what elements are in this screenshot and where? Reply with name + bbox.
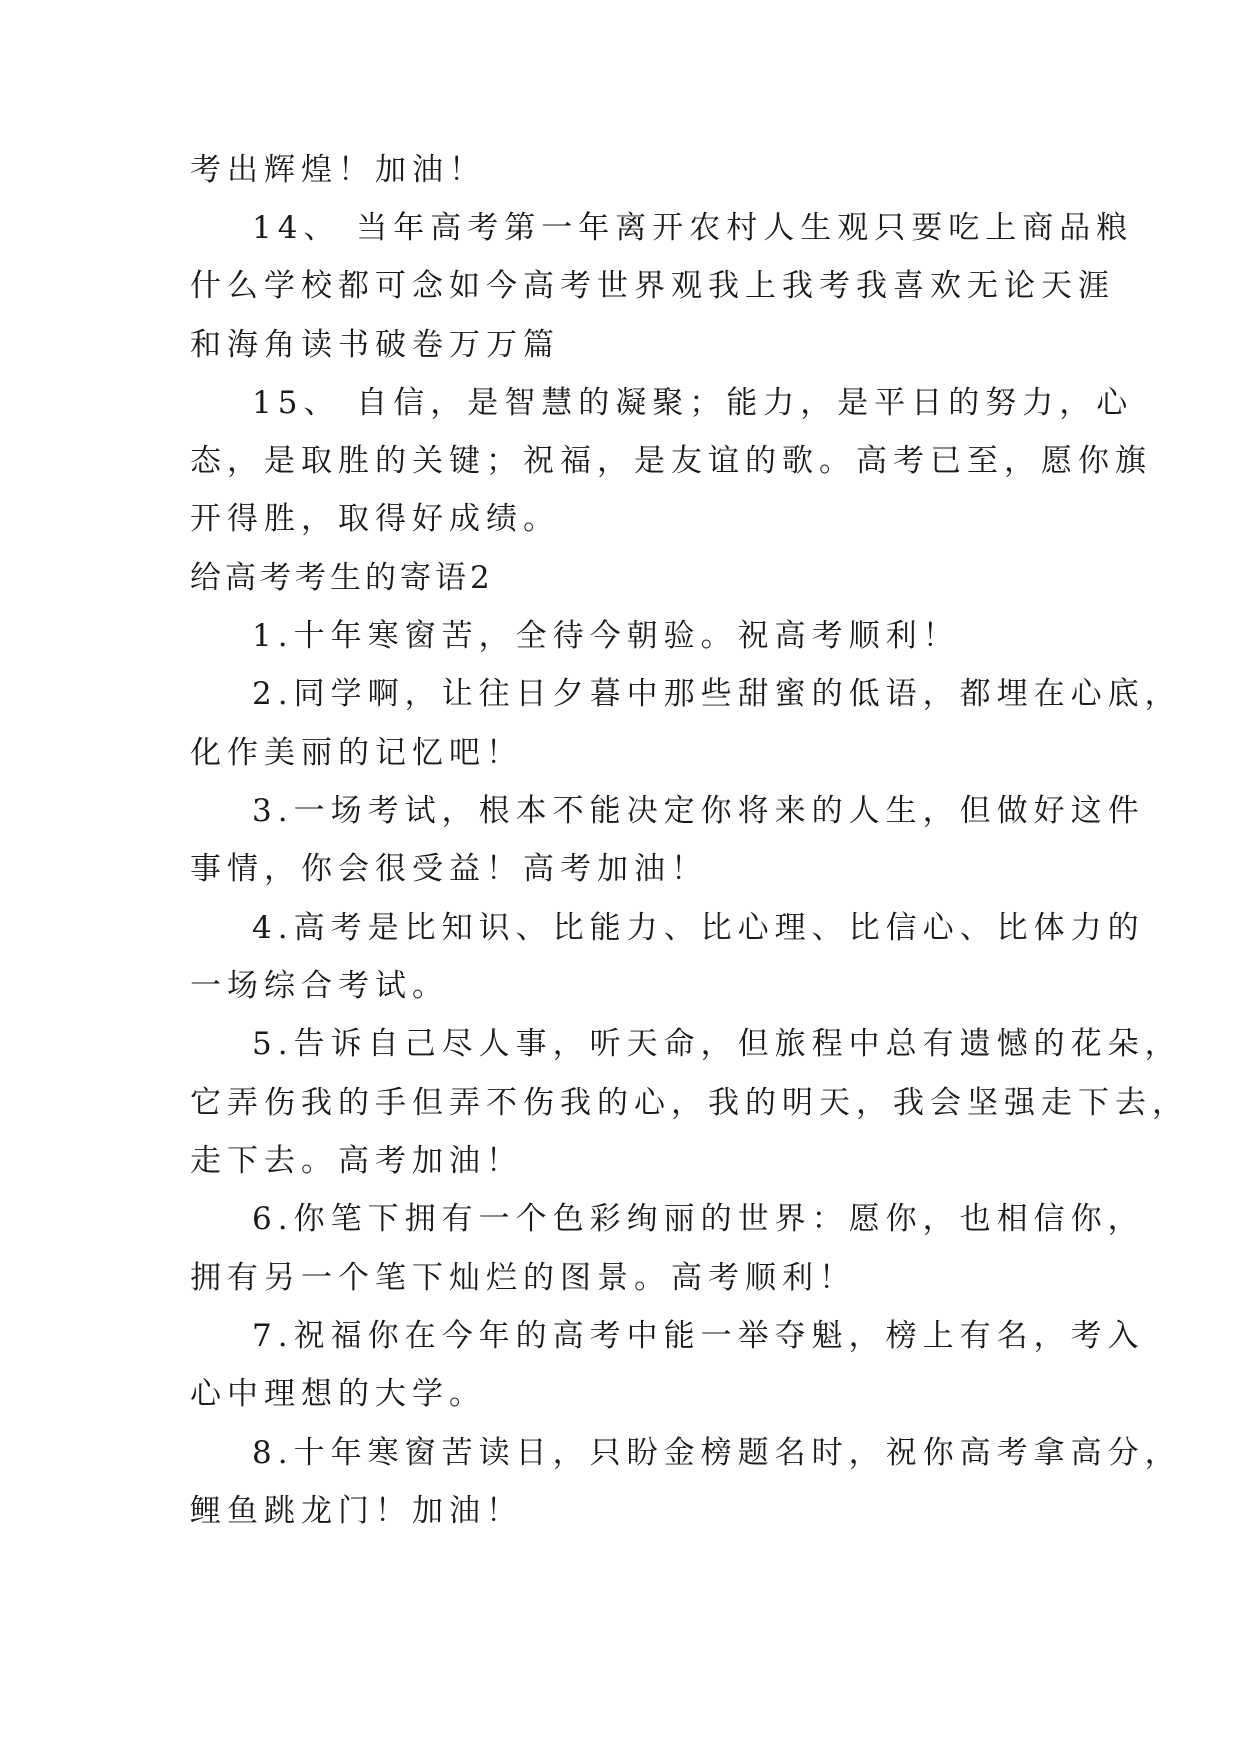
text-line: 考出辉煌！加油！ xyxy=(190,152,486,188)
text-line: 心中理想的大学。 xyxy=(190,1376,486,1412)
list-item-2: 2.同学啊，让往日夕暮中那些甜蜜的低语，都埋在心底， xyxy=(252,676,1182,712)
list-item-5: 5.告诉自己尽人事，听天命，但旅程中总有遗憾的花朵， xyxy=(252,1026,1182,1062)
paragraph-15: 15、 自信，是智慧的凝聚；能力，是平日的努力，心 xyxy=(252,385,1134,421)
text-line: 开得胜，取得好成绩。 xyxy=(190,501,560,537)
text-line: 化作美丽的记忆吧！ xyxy=(190,735,523,771)
paragraph-14: 14、 当年高考第一年离开农村人生观只要吃上商品粮 xyxy=(252,210,1134,246)
text-line: 走下去。高考加油！ xyxy=(190,1143,523,1179)
text-line: 事情，你会很受益！高考加油！ xyxy=(190,851,708,887)
text-line: 态，是取胜的关键；祝福，是友谊的歌。高考已至，愿你旗 xyxy=(190,443,1152,479)
section-heading: 给高考考生的寄语2 xyxy=(190,560,494,596)
list-item-1: 1.十年寒窗苦，全待今朝验。祝高考顺利！ xyxy=(252,618,960,654)
list-item-7: 7.祝福你在今年的高考中能一举夺魁，榜上有名，考入 xyxy=(252,1318,1145,1354)
text-line: 它弄伤我的手但弄不伤我的心，我的明天，我会坚强走下去， xyxy=(190,1085,1189,1121)
text-line: 什么学校都可念如今高考世界观我上我考我喜欢无论天涯 xyxy=(190,268,1115,304)
text-line: 和海角读书破卷万万篇 xyxy=(190,327,560,363)
text-line: 鲤鱼跳龙门！加油！ xyxy=(190,1493,523,1529)
text-line: 拥有另一个笔下灿烂的图景。高考顺利！ xyxy=(190,1260,856,1296)
text-line: 一场综合考试。 xyxy=(190,968,449,1004)
list-item-4: 4.高考是比知识、比能力、比心理、比信心、比体力的 xyxy=(252,910,1145,946)
list-item-8: 8.十年寒窗苦读日，只盼金榜题名时，祝你高考拿高分， xyxy=(252,1435,1182,1471)
list-item-3: 3.一场考试，根本不能决定你将来的人生，但做好这件 xyxy=(252,793,1145,829)
list-item-6: 6.你笔下拥有一个色彩绚丽的世界：愿你，也相信你， xyxy=(252,1201,1145,1237)
